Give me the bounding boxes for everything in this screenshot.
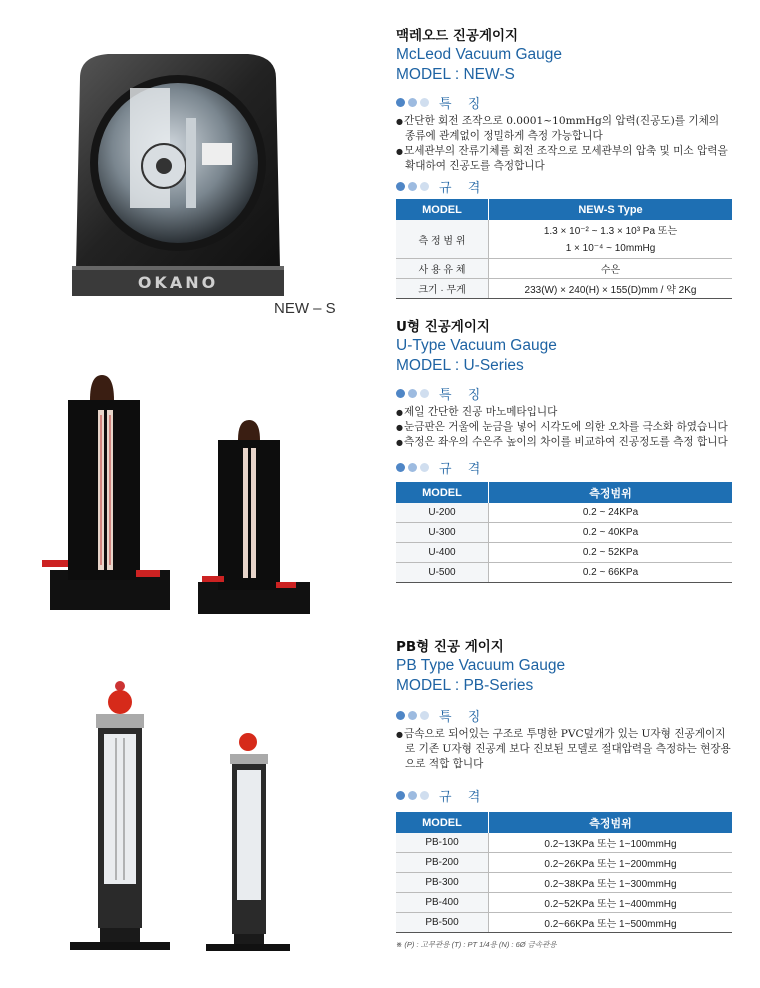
spec-table [396,482,732,583]
table-header: MODEL 측정범위 [396,812,732,833]
model-line: MODEL : PB-Series [396,677,534,694]
bullet-dots-icon [396,463,429,472]
spec-heading: 규 격 [396,458,732,476]
u-type-gauge-photo [40,370,340,620]
bullet-dots-icon [396,182,429,191]
table-header: MODEL 측정범위 [396,482,732,503]
table-row: 측 정 범 위 1.3 × 10⁻² ~ 1.3 × 10³ Pa 또는 [396,220,732,239]
list-item: ● 측정은 좌우의 수은주 높이의 차이를 비교하여 진공정도를 측정 합니다 [396,435,732,450]
section-title-ko: U형 진공게이지 [396,319,490,335]
bullet-dots-icon [396,98,429,107]
pb-section [396,638,732,950]
section-title-en: U-Type Vacuum Gauge [396,337,557,354]
spec-table [396,812,732,933]
u-type-section [396,318,732,583]
table-row: PB-500 0.2~66KPa 또는 1~500mmHg [396,913,732,933]
mcleod-gauge-photo [68,48,288,298]
table-row: U-400 0.2 ~ 52KPa [396,543,732,563]
list-item: ● 눈금판은 거울에 눈금을 넣어 시각도에 의한 오차를 극소화 하였습니다 [396,420,732,435]
list-item: ● 제일 간단한 진공 마노메타입니다 [396,405,732,420]
features-list [396,727,732,772]
table-row: U-500 0.2 ~ 66KPa [396,563,732,583]
table-row: 크기 · 무게 233(W) × 240(H) × 155(D)mm / 약 2Kg [396,279,732,299]
features-heading: 특 징 [396,706,732,724]
table-row: U-200 0.2 ~ 24KPa [396,503,732,523]
footnote: ※ (P) : 고무관용 (T) : PT 1/4용 (N) : 6Ø 금속관용 [396,940,557,949]
table-header: MODEL NEW-S Type [396,199,732,220]
features-heading: 특 징 [396,384,732,402]
table-row: PB-200 0.2~26KPa 또는 1~200mmHg [396,853,732,873]
spec-table [396,199,732,299]
bullet-dots-icon [396,711,429,720]
table-row: U-300 0.2 ~ 40KPa [396,523,732,543]
section-title-en: McLeod Vacuum Gauge [396,46,563,63]
list-item: ● 간단한 회전 조작으로 0.0001~10mmHg의 압력(진공도)를 기체의 종류에 관계없이 정밀하게 측정 가능합니다 [396,114,732,144]
okano-logo: OKANO [137,273,219,292]
table-row: PB-400 0.2~52KPa 또는 1~400mmHg [396,893,732,913]
spec-heading: 규 격 [396,177,732,195]
list-item: ● 모세관부의 잔류기체를 회전 조작으로 모세관부의 압축 및 미소 압력을 확대하여 진공도를 측정합니다 [396,144,732,174]
section-title-ko: PB형 진공 게이지 [396,639,504,655]
bullet-dots-icon [396,389,429,398]
features-heading: 특 징 [396,93,732,111]
model-line: MODEL : NEW-S [396,66,515,83]
model-line: MODEL : U-Series [396,357,524,374]
mcleod-section [396,27,732,299]
table-row: PB-300 0.2~38KPa 또는 1~300mmHg [396,873,732,893]
product-caption: NEW – S [274,300,336,317]
features-list [396,405,732,450]
section-title-ko: 맥레오드 진공게이지 [396,28,519,44]
list-item: ● 금속으로 되어있는 구조로 투명한 PVC덮개가 있는 U자형 진공게이지로 기존 U자형 진공계 보다 진보된 모델로 절대압력을 측정하는 현장용으로 적합 합니다 [396,727,732,772]
pb-gauge-photo [60,680,320,970]
table-row: 사 용 유 체 수은 [396,259,732,279]
table-row: 1 × 10⁻⁴ ~ 10mmHg [396,239,732,259]
table-row: PB-100 0.2~13KPa 또는 1~100mmHg [396,833,732,853]
bullet-dots-icon [396,791,429,800]
section-title-en: PB Type Vacuum Gauge [396,657,566,674]
features-list [396,114,732,174]
spec-heading: 규 격 [396,786,732,804]
